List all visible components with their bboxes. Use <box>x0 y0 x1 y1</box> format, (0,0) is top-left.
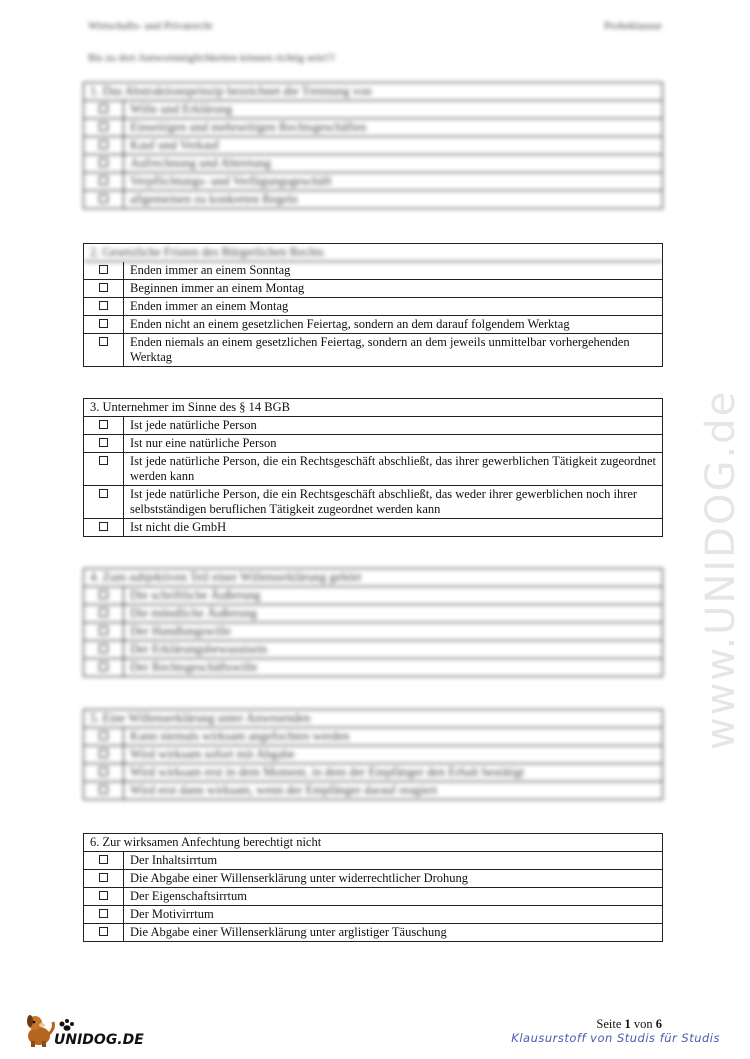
checkbox-icon[interactable] <box>84 316 124 333</box>
question-4 <box>83 568 663 677</box>
checkbox-icon[interactable] <box>84 119 124 136</box>
watermark-text: www.UNIDOG.de <box>698 389 744 750</box>
option-text: Beginnen immer an einem Montag <box>130 281 305 295</box>
checkbox-icon[interactable] <box>84 173 124 190</box>
option-row <box>84 486 662 519</box>
option-row <box>84 519 662 537</box>
option-text: Der Eigenschaftsirrtum <box>130 889 247 903</box>
option-text: Enden immer an einem Montag <box>130 299 289 313</box>
option-row <box>84 605 662 623</box>
option-row <box>84 334 662 367</box>
page-prefix: Seite <box>596 1017 622 1031</box>
checkbox-icon[interactable] <box>84 435 124 452</box>
option-row <box>84 587 662 605</box>
option-text: Der Handlungswille <box>130 624 232 638</box>
question-1 <box>83 82 663 209</box>
option-text: Verpflichtungs- und Verfügungsgeschäft <box>130 174 332 188</box>
option-text: Der Inhaltsirrtum <box>130 853 218 867</box>
option-row <box>84 659 662 677</box>
option-text: Die schriftliche Äußerung <box>130 588 261 602</box>
question-2 <box>83 243 663 367</box>
option-row <box>84 155 662 173</box>
option-text: Einseitigen und mehrseitigen Rechtsgeschäften <box>130 120 367 134</box>
checkbox-icon[interactable] <box>84 298 124 315</box>
option-row <box>84 728 662 746</box>
page-current: 1 <box>624 1017 631 1031</box>
option-text: Der Motivirrtum <box>130 907 214 921</box>
checkbox-icon[interactable] <box>84 101 124 118</box>
option-row <box>84 280 662 298</box>
option-text: Enden nicht an einem gesetzlichen Feiertag, sondern an dem darauf folgendem Werktag <box>130 317 570 331</box>
option-text: Ist jede natürliche Person <box>130 418 257 432</box>
header-left: Wirtschafts- und Privatrecht <box>88 20 213 32</box>
header-right: Probeklausur <box>603 20 662 32</box>
footer-slogan: Klausurstoff von Studis für Studis <box>511 1031 720 1045</box>
checkbox-icon[interactable] <box>84 137 124 154</box>
option-row <box>84 435 662 453</box>
checkbox-icon[interactable] <box>84 519 124 536</box>
checkbox-icon[interactable] <box>84 587 124 604</box>
question-title: 2. Gesetzliche Fristen des Bürgerlichen Rechts <box>84 244 662 262</box>
option-text: Enden immer an einem Sonntag <box>130 263 291 277</box>
checkbox-icon[interactable] <box>84 924 124 941</box>
option-text: Ist jede natürliche Person, die ein Rechtsgeschäft abschließt, das ihrer gewerblichen Tätigkeit zugeordnet werden kann <box>130 454 656 483</box>
checkbox-icon[interactable] <box>84 852 124 869</box>
option-text: Kann niemals wirksam angefochten werden <box>130 729 350 743</box>
dog-icon <box>27 1015 54 1047</box>
instruction-note: Bis zu drei Antwortmöglichkeiten können richtig sein!!! <box>88 52 336 64</box>
option-row <box>84 173 662 191</box>
page-sep: von <box>633 1017 653 1031</box>
option-row <box>84 888 662 906</box>
option-text: Wird wirksam erst in dem Moment, in dem der Empfänger den Erhalt bestätigt <box>130 765 525 779</box>
option-text: Ist nur eine natürliche Person <box>130 436 277 450</box>
checkbox-icon[interactable] <box>84 728 124 745</box>
checkbox-icon[interactable] <box>84 870 124 887</box>
option-text: Ist jede natürliche Person, die ein Rechtsgeschäft abschließt, das weder ihrer gewerblichen noch ihrer selbstständigen beruflichen Tätigkeit zugeordnet werden kann <box>130 487 638 516</box>
paw-icon <box>60 1019 75 1031</box>
option-row <box>84 764 662 782</box>
question-5 <box>83 709 663 800</box>
checkbox-icon[interactable] <box>84 746 124 763</box>
page-number <box>596 1017 662 1032</box>
option-row <box>84 852 662 870</box>
checkbox-icon[interactable] <box>84 486 124 518</box>
option-row <box>84 191 662 209</box>
option-row <box>84 101 662 119</box>
checkbox-icon[interactable] <box>84 155 124 172</box>
watermark <box>690 280 750 760</box>
question-title: 6. Zur wirksamen Anfechtung berechtigt nicht <box>84 834 662 852</box>
checkbox-icon[interactable] <box>84 453 124 485</box>
option-text: Wird erst dann wirksam, wenn der Empfänger darauf reagiert <box>130 783 438 797</box>
checkbox-icon[interactable] <box>84 641 124 658</box>
option-text: Aufrechnung und Abtretung <box>130 156 271 170</box>
question-6 <box>83 833 663 942</box>
option-text: Wird wirksam sofort mit Abgabe <box>130 747 295 761</box>
page-total: 6 <box>655 1017 662 1031</box>
option-text: Enden niemals an einem gesetzlichen Feiertag, sondern an dem jeweils unmittelbar vorhergehenden Werktag <box>130 335 630 364</box>
option-row <box>84 906 662 924</box>
option-row <box>84 782 662 800</box>
checkbox-icon[interactable] <box>84 191 124 208</box>
checkbox-icon[interactable] <box>84 659 124 676</box>
option-row <box>84 453 662 486</box>
unidog-logo[interactable] <box>22 1008 152 1050</box>
option-text: allgemeinen zu konkreten Regeln <box>130 192 298 206</box>
option-text: Die Abgabe einer Willenserklärung unter widerrechtlicher Drohung <box>130 871 469 885</box>
question-title: 5. Eine Willenserklärung unter Anwesenden <box>84 710 662 728</box>
option-row <box>84 262 662 280</box>
checkbox-icon[interactable] <box>84 782 124 799</box>
checkbox-icon[interactable] <box>84 764 124 781</box>
option-row <box>84 870 662 888</box>
checkbox-icon[interactable] <box>84 605 124 622</box>
checkbox-icon[interactable] <box>84 262 124 279</box>
option-text: Die mündliche Äußerung <box>130 606 258 620</box>
option-text: Kauf und Verkauf <box>130 138 220 152</box>
checkbox-icon[interactable] <box>84 906 124 923</box>
option-text: Der Erklärungsbewusstsein <box>130 642 268 656</box>
option-row <box>84 119 662 137</box>
option-text: Ist nicht die GmbH <box>130 520 227 534</box>
question-title: 3. Unternehmer im Sinne des § 14 BGB <box>84 399 662 417</box>
option-row <box>84 298 662 316</box>
checkbox-icon[interactable] <box>84 417 124 434</box>
logo-text: UNIDOG.DE <box>54 1032 144 1048</box>
question-title: 1. Das Abstraktionsprinzip bezeichnet die Trennung von <box>84 83 662 101</box>
option-row <box>84 623 662 641</box>
checkbox-icon[interactable] <box>84 623 124 640</box>
checkbox-icon[interactable] <box>84 334 124 366</box>
option-row <box>84 316 662 334</box>
option-text: Die Abgabe einer Willenserklärung unter arglistiger Täuschung <box>130 925 447 939</box>
option-text: Der Rechtsgeschäftswille <box>130 660 258 674</box>
question-3 <box>83 398 663 537</box>
option-row <box>84 417 662 435</box>
option-row <box>84 641 662 659</box>
checkbox-icon[interactable] <box>84 280 124 297</box>
option-row <box>84 746 662 764</box>
page-header <box>88 20 662 36</box>
checkbox-icon[interactable] <box>84 888 124 905</box>
question-title: 4. Zum subjektiven Teil einer Willenserklärung gehört <box>84 569 662 587</box>
option-row <box>84 137 662 155</box>
option-row <box>84 924 662 942</box>
option-text: Wille und Erklärung <box>130 102 233 116</box>
